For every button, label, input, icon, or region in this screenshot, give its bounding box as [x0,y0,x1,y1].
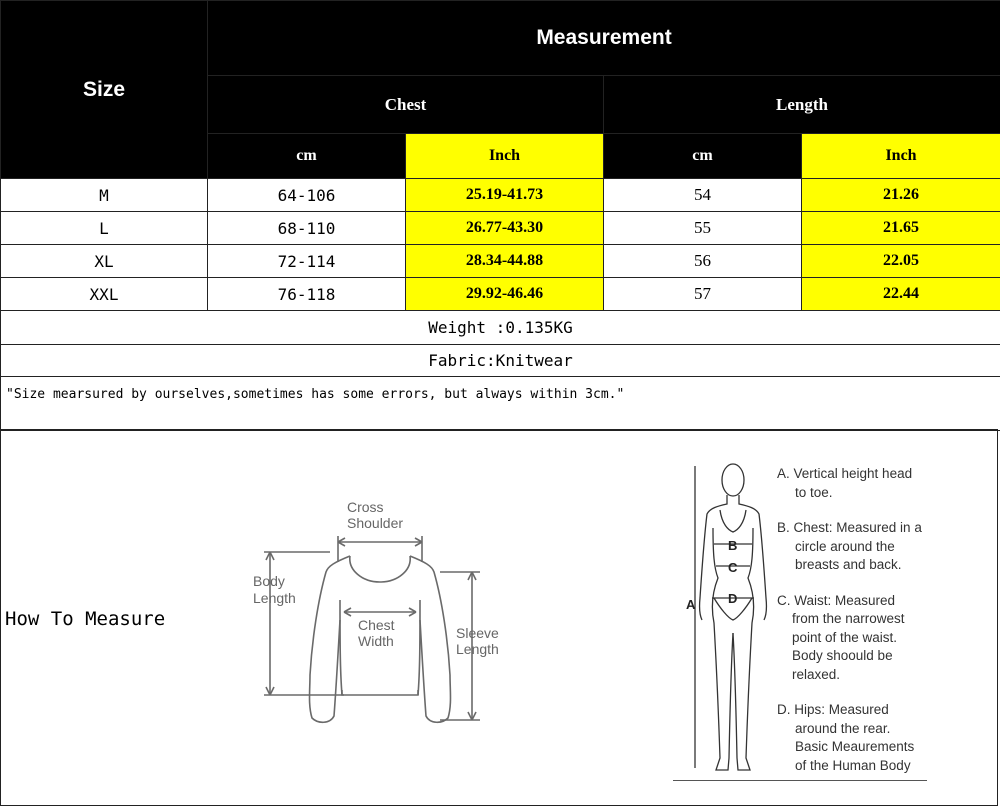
length-cm-header: cm [604,134,802,179]
length-inch-cell: 21.26 [802,179,1000,212]
length-cm-cell: 54 [604,179,802,212]
sleeve-length-label-1: Sleeve [456,625,499,641]
chest-cm-cell: 68-110 [208,212,406,245]
measurement-note: "Size mearsured by ourselves,sometimes has some errors, but always within 3cm." [1,377,1000,431]
note-line: of the Human Body [795,757,911,773]
garment-diagram [240,490,530,735]
note-line: C. Waist: Measured [777,592,896,608]
marker-c: C [728,560,738,575]
marker-a: A [686,597,696,612]
note-line: relaxed. [792,666,841,682]
note-line: A. Vertical height head [777,466,913,481]
note-line: circle around the [795,538,895,554]
length-cm-cell: 57 [604,278,802,311]
chest-inch-header: Inch [406,134,604,179]
fabric-info: Fabric:Knitwear [1,345,1000,377]
note-line: D. Hips: Measured [777,702,889,717]
length-inch-cell: 22.44 [802,278,1000,311]
chest-header: Chest [208,76,604,134]
chest-cm-cell: 76-118 [208,278,406,311]
weight-info: Weight :0.135KG [1,311,1000,345]
how-to-measure-title: How To Measure [5,608,166,630]
note-line: Body shoould be [792,648,893,663]
cross-shoulder-label-1: Cross [347,499,384,515]
length-inch-cell: 21.65 [802,212,1000,245]
table-row [1,245,1000,278]
note-line: from the narrowest [792,611,905,626]
size-cell: M [1,179,208,212]
size-cell: XL [1,245,208,278]
size-header: Size [1,1,208,179]
chest-inch-cell: 25.19-41.73 [406,179,604,212]
length-header: Length [604,76,1000,134]
sleeve-length-label-2: Length [456,641,499,657]
marker-b: B [728,538,738,553]
chest-inch-cell: 26.77-43.30 [406,212,604,245]
body-length-label-1: Body [253,573,285,589]
chest-inch-cell: 29.92-46.46 [406,278,604,311]
chest-width-label-2: Width [358,633,394,649]
table-row [1,278,1000,311]
measurement-header: Measurement [208,1,1000,76]
length-cm-cell: 55 [604,212,802,245]
body-notes [777,465,942,775]
body-length-label-2: Length [253,590,296,606]
cross-shoulder-label-2: Shoulder [347,515,404,531]
note-line: to toe. [795,484,833,500]
table-row [1,179,1000,212]
marker-d: D [728,591,738,606]
length-cm-cell: 56 [604,245,802,278]
body-figure-diagram [680,458,790,788]
note-line: around the rear. [795,720,891,736]
chest-cm-header: cm [208,134,406,179]
size-cell: L [1,212,208,245]
note-line: breasts and back. [795,557,902,572]
size-cell: XXL [1,278,208,311]
figure-baseline [673,780,927,781]
note-line: point of the waist. [792,629,898,645]
chest-cm-cell: 72-114 [208,245,406,278]
chest-width-label-1: Chest [358,617,395,633]
length-inch-header: Inch [802,134,1000,179]
length-inch-cell: 22.05 [802,245,1000,278]
note-line: Basic Meaurements [795,739,915,754]
chest-inch-cell: 28.34-44.88 [406,245,604,278]
chest-cm-cell: 64-106 [208,179,406,212]
table-row [1,212,1000,245]
note-line: B. Chest: Measured in a [777,520,922,535]
